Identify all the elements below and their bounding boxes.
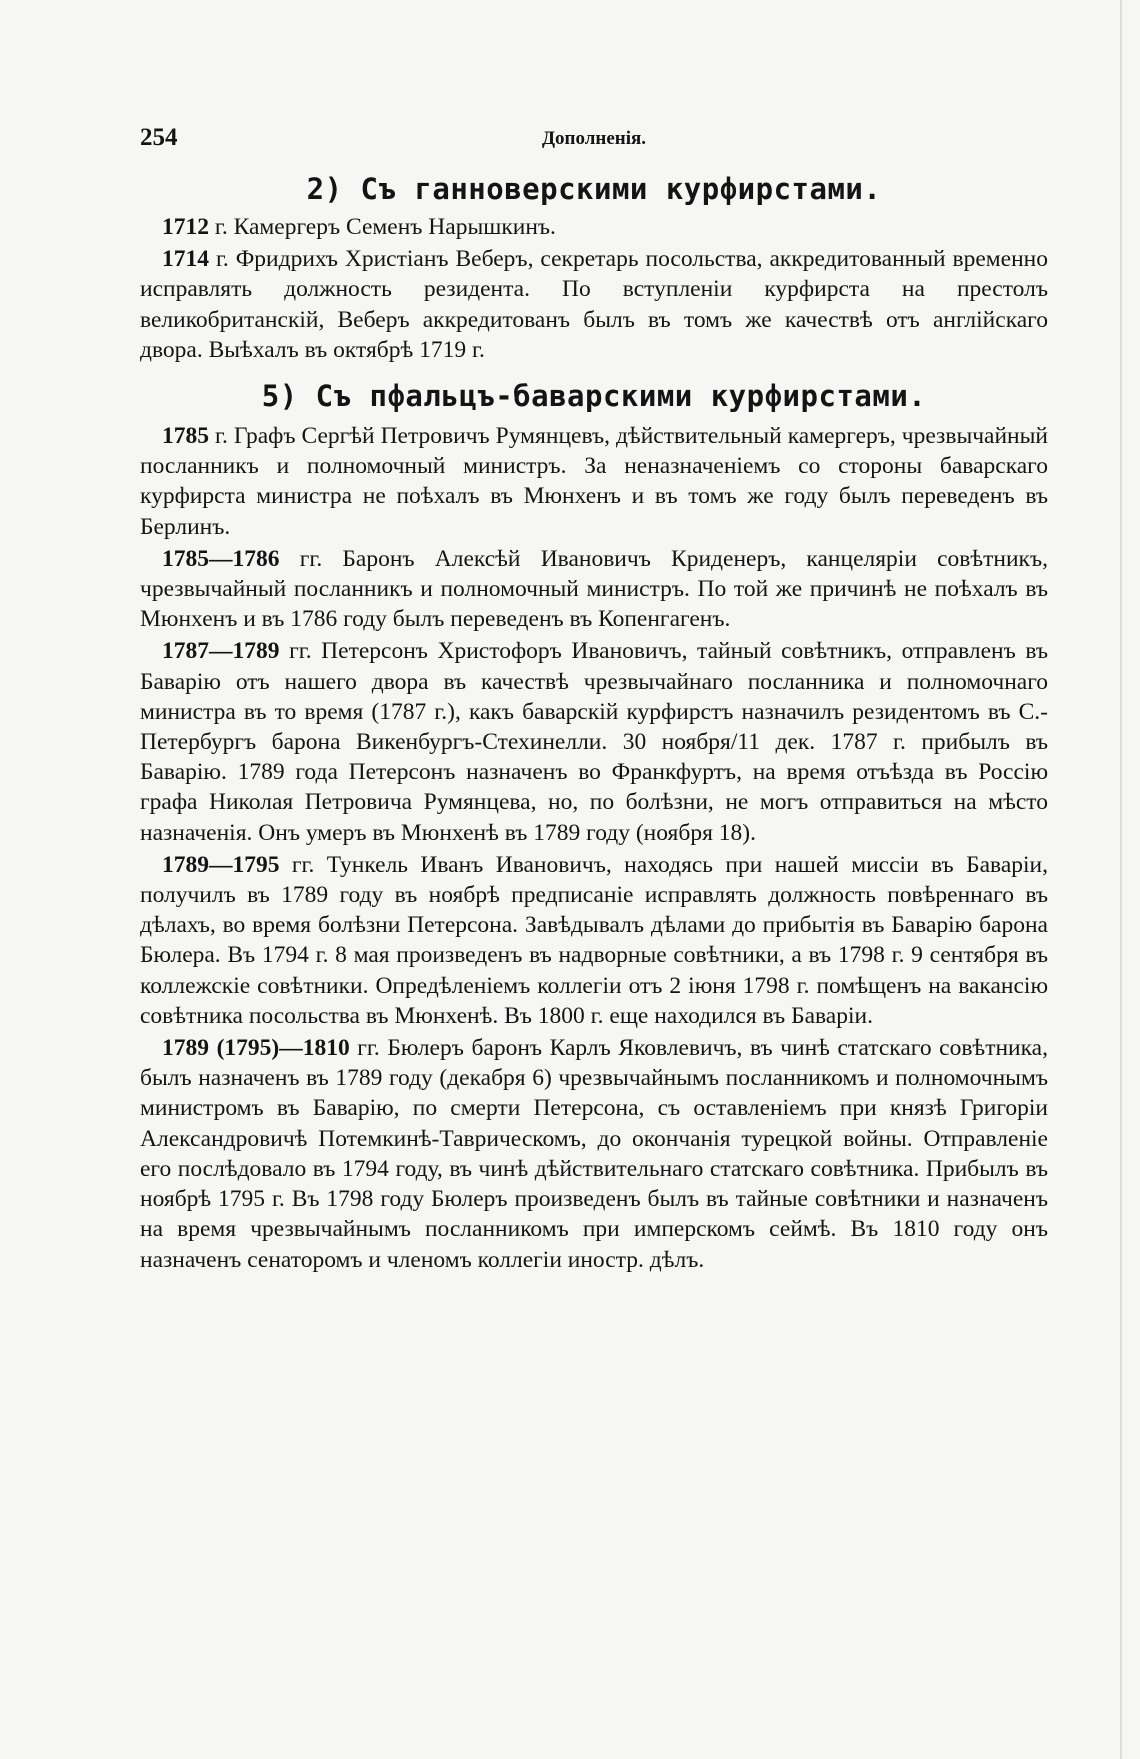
entry-year: 1714 [162, 246, 209, 273]
entry-1712 [140, 212, 1048, 242]
page-header [140, 124, 1048, 158]
entry-year: 1785—1786 [162, 545, 280, 572]
entry-year: 1712 [162, 214, 209, 240]
entry-1789-1795 [140, 850, 1048, 1031]
entry-1789-1810 [140, 1033, 1048, 1275]
entry-text: гг. Петерсонъ Христофоръ Ивановичъ, тайный совѣтникъ, отправленъ въ Баварію отъ нашего двора въ качествѣ чрезвычайнаго посланника и полномочнаго министра въ то время (1787 г.), какъ баварскій курфирстъ назначилъ резидентомъ въ С.-Петербургъ барона Викенбургъ-Стехинелли. 30 ноября/11 дек. 1787 г. прибылъ въ Баварію. 1789 года Петерсонъ назначенъ во Франкфуртъ, на время отъѣзда въ Россію графа Николая Петровича Румянцева, но, по болѣзни, не могъ отправиться на мѣсто назначенія. Онъ умеръ въ Мюнхенѣ въ 1789 году (ноября 18). [140, 638, 1048, 846]
section-heading-hanover: 2) Съ ганноверскими курфирстами. [306, 172, 882, 206]
entry-year-note: (1795)—1810 [209, 1035, 350, 1062]
book-page [140, 124, 1048, 1277]
entry-1785 [140, 421, 1048, 542]
entry-text: гг. Баронъ Алексѣй Ивановичъ Криденеръ, канцеляріи совѣтникъ, чрезвычайный посланникъ и полномочный министръ. По той же причинѣ не поѣхалъ въ Мюнхенъ и въ 1786 году былъ переведенъ въ Копенгагенъ. [140, 545, 1048, 633]
entry-text: гг. Бюлеръ баронъ Карлъ Яковлевичъ, въ чинѣ статскаго совѣтника, былъ назначенъ въ 1789 году (декабря 6) чрезвычайнымъ посланникомъ и полномочнымъ министромъ въ Баварію, по смерти Петерсона, съ оставленіемъ при князѣ Григоріи Александровичѣ Потемкинѣ-Таврическомъ, до окончанія турецкой войны. Отправленіе его послѣдовало въ 1794 году, въ чинѣ дѣйствительнаго статскаго совѣтника. Прибылъ въ ноябрѣ 1795 г. Въ 1798 году Бюлеръ произведенъ былъ въ тайные совѣтники и назначенъ на время чрезвычайнымъ посланникомъ при имперскомъ сеймѣ. Въ 1810 году онъ назначенъ сенаторомъ и членомъ коллегіи иностр. дѣлъ. [140, 1035, 1048, 1273]
entry-1785-1786 [140, 544, 1048, 635]
page-spine-line [1120, 0, 1122, 1759]
entry-year: 1787—1789 [162, 638, 280, 665]
entry-text: г. Графъ Сергѣй Петровичъ Румянцевъ, дѣйствительный камергеръ, чрезвычайный посланникъ и полномочный министръ. За неназначеніемъ со стороны баварскаго курфирста министра не поѣхалъ въ Мюнхенъ и въ томъ же году былъ переведенъ въ Берлинъ. [140, 423, 1048, 540]
entry-year: 1789 [162, 1035, 209, 1062]
entry-1714 [140, 244, 1048, 365]
running-title: Дополненія. [541, 128, 647, 149]
entry-year: 1789—1795 [162, 851, 280, 878]
entry-text: г. Фридрихъ Христіанъ Веберъ, секретарь посольства, аккредитованный временно исправлять должность резидента. По вступленіи курфирста на престолъ великобританскій, Веберъ аккредитованъ былъ въ томъ же качествѣ отъ англійскаго двора. Выѣхалъ въ октябрѣ 1719 г. [140, 246, 1048, 363]
section-heading-palatinate-bavaria: 5) Съ пфальцъ-баварскими курфирстами. [261, 379, 927, 414]
entry-1787-1789 [140, 636, 1048, 847]
entry-text: гг. Тункель Иванъ Ивановичъ, находясь при нашей миссіи въ Баваріи, получилъ въ 1789 году въ ноябрѣ предписаніе исправлять должность повѣреннаго въ дѣлахъ, во время болѣзни Петерсона. Завѣдывалъ дѣлами до прибытія въ Баварію барона Бюлера. Въ 1794 г. 8 мая произведенъ въ надворные совѣтники, а въ 1798 г. 9 сентября въ коллежскіе совѣтники. Опредѣленіемъ коллегіи отъ 2 іюня 1798 г. помѣщенъ на вакансію совѣтника посольства въ Мюнхенѣ. Въ 1800 г. еще находился въ Баваріи. [140, 851, 1048, 1029]
entry-year: 1785 [162, 423, 209, 450]
page-number: 254 [140, 124, 178, 151]
entry-text: г. Камергеръ Семенъ Нарышкинъ. [209, 214, 556, 240]
